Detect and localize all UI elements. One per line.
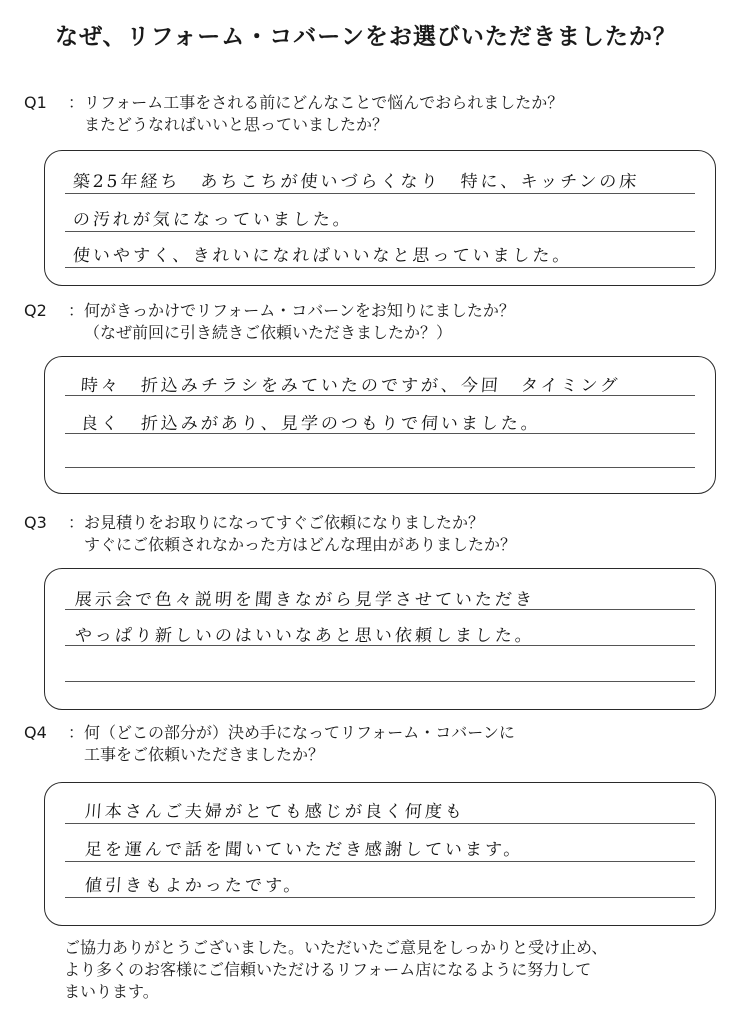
answer-box-1 xyxy=(44,150,716,286)
question-text-line: （なぜ前回に引き続きご依頼いただきましたか？） xyxy=(84,323,453,342)
answer-rule xyxy=(65,823,695,824)
question-colon: ： xyxy=(68,513,85,532)
question-number: Q1 xyxy=(24,93,47,112)
handwritten-answer-line: 展示会で色々説明を聞きながら見学させていただき xyxy=(74,590,536,610)
answer-rule xyxy=(65,231,695,232)
question-1 xyxy=(24,92,714,136)
handwritten-answer-line: 築25年経ち あちこちが使いづらくなり 特に、キッチンの床 xyxy=(72,172,640,192)
handwritten-answer-line: 川本さんご夫婦がとても感じが良く何度も xyxy=(84,802,466,822)
question-2 xyxy=(24,300,714,344)
handwritten-answer-line: 使いやすく、きれいになればいいなと思っていました。 xyxy=(72,246,574,266)
handwritten-answer-line: 足を運んで話を聞いていただき感謝しています。 xyxy=(84,840,525,860)
question-colon: ： xyxy=(68,723,85,742)
question-text-line: またどうなればいいと思っていましたか？ xyxy=(84,115,389,134)
question-text-line: お見積りをお取りになってすぐご依頼になりましたか？ xyxy=(84,513,485,532)
closing-message xyxy=(64,937,714,1003)
question-text-line: 何がきっかけでリフォーム・コバーンをお知りにましたか？ xyxy=(84,301,515,320)
answer-rule xyxy=(65,861,695,862)
closing-message-line: より多くのお客様にご信頼いただけるリフォーム店になるように努力して xyxy=(64,960,592,979)
answer-rule xyxy=(65,267,695,268)
question-4 xyxy=(24,722,714,766)
handwritten-answer-line: やっぱり新しいのはいいなあと思い依頼しました。 xyxy=(74,626,536,646)
answer-rule xyxy=(65,681,695,682)
question-text-line: 何（どこの部分が）決め手になってリフォーム・コバーンに xyxy=(84,723,515,742)
handwritten-answer-line: の汚れが気になっていました。 xyxy=(72,210,354,230)
handwritten-answer-line: 時々 折込みチラシをみていたのですが、今回 タイミング xyxy=(80,376,621,396)
question-number: Q4 xyxy=(24,723,47,742)
question-3 xyxy=(24,512,714,556)
question-colon: ： xyxy=(68,93,85,112)
answer-box-4 xyxy=(44,782,716,926)
handwritten-answer-line: 良く 折込みがあり、見学のつもりで伺いました。 xyxy=(80,414,542,434)
closing-message-line: ご協力ありがとうございました。いただいたご意見をしっかりと受け止め、 xyxy=(64,938,608,957)
answer-box-2 xyxy=(44,356,716,494)
answer-rule xyxy=(65,193,695,194)
question-text-line: リフォーム工事をされる前にどんなことで悩んでおられましたか？ xyxy=(84,93,564,112)
question-text-line: 工事をご依頼いただきましたか？ xyxy=(84,745,325,764)
question-number: Q3 xyxy=(24,513,47,532)
closing-message-line: まいります。 xyxy=(64,982,159,1001)
handwritten-answer-line: 値引きもよかったです。 xyxy=(84,876,305,896)
question-colon: ： xyxy=(68,301,85,320)
answer-rule xyxy=(65,467,695,468)
question-number: Q2 xyxy=(24,301,47,320)
page-title: なぜ、リフォーム・コバーンをお選びいただきましたか？ xyxy=(55,24,677,50)
answer-box-3 xyxy=(44,568,716,710)
answer-rule xyxy=(65,897,695,898)
question-text-line: すぐにご依頼されなかった方はどんな理由がありましたか？ xyxy=(84,535,517,554)
